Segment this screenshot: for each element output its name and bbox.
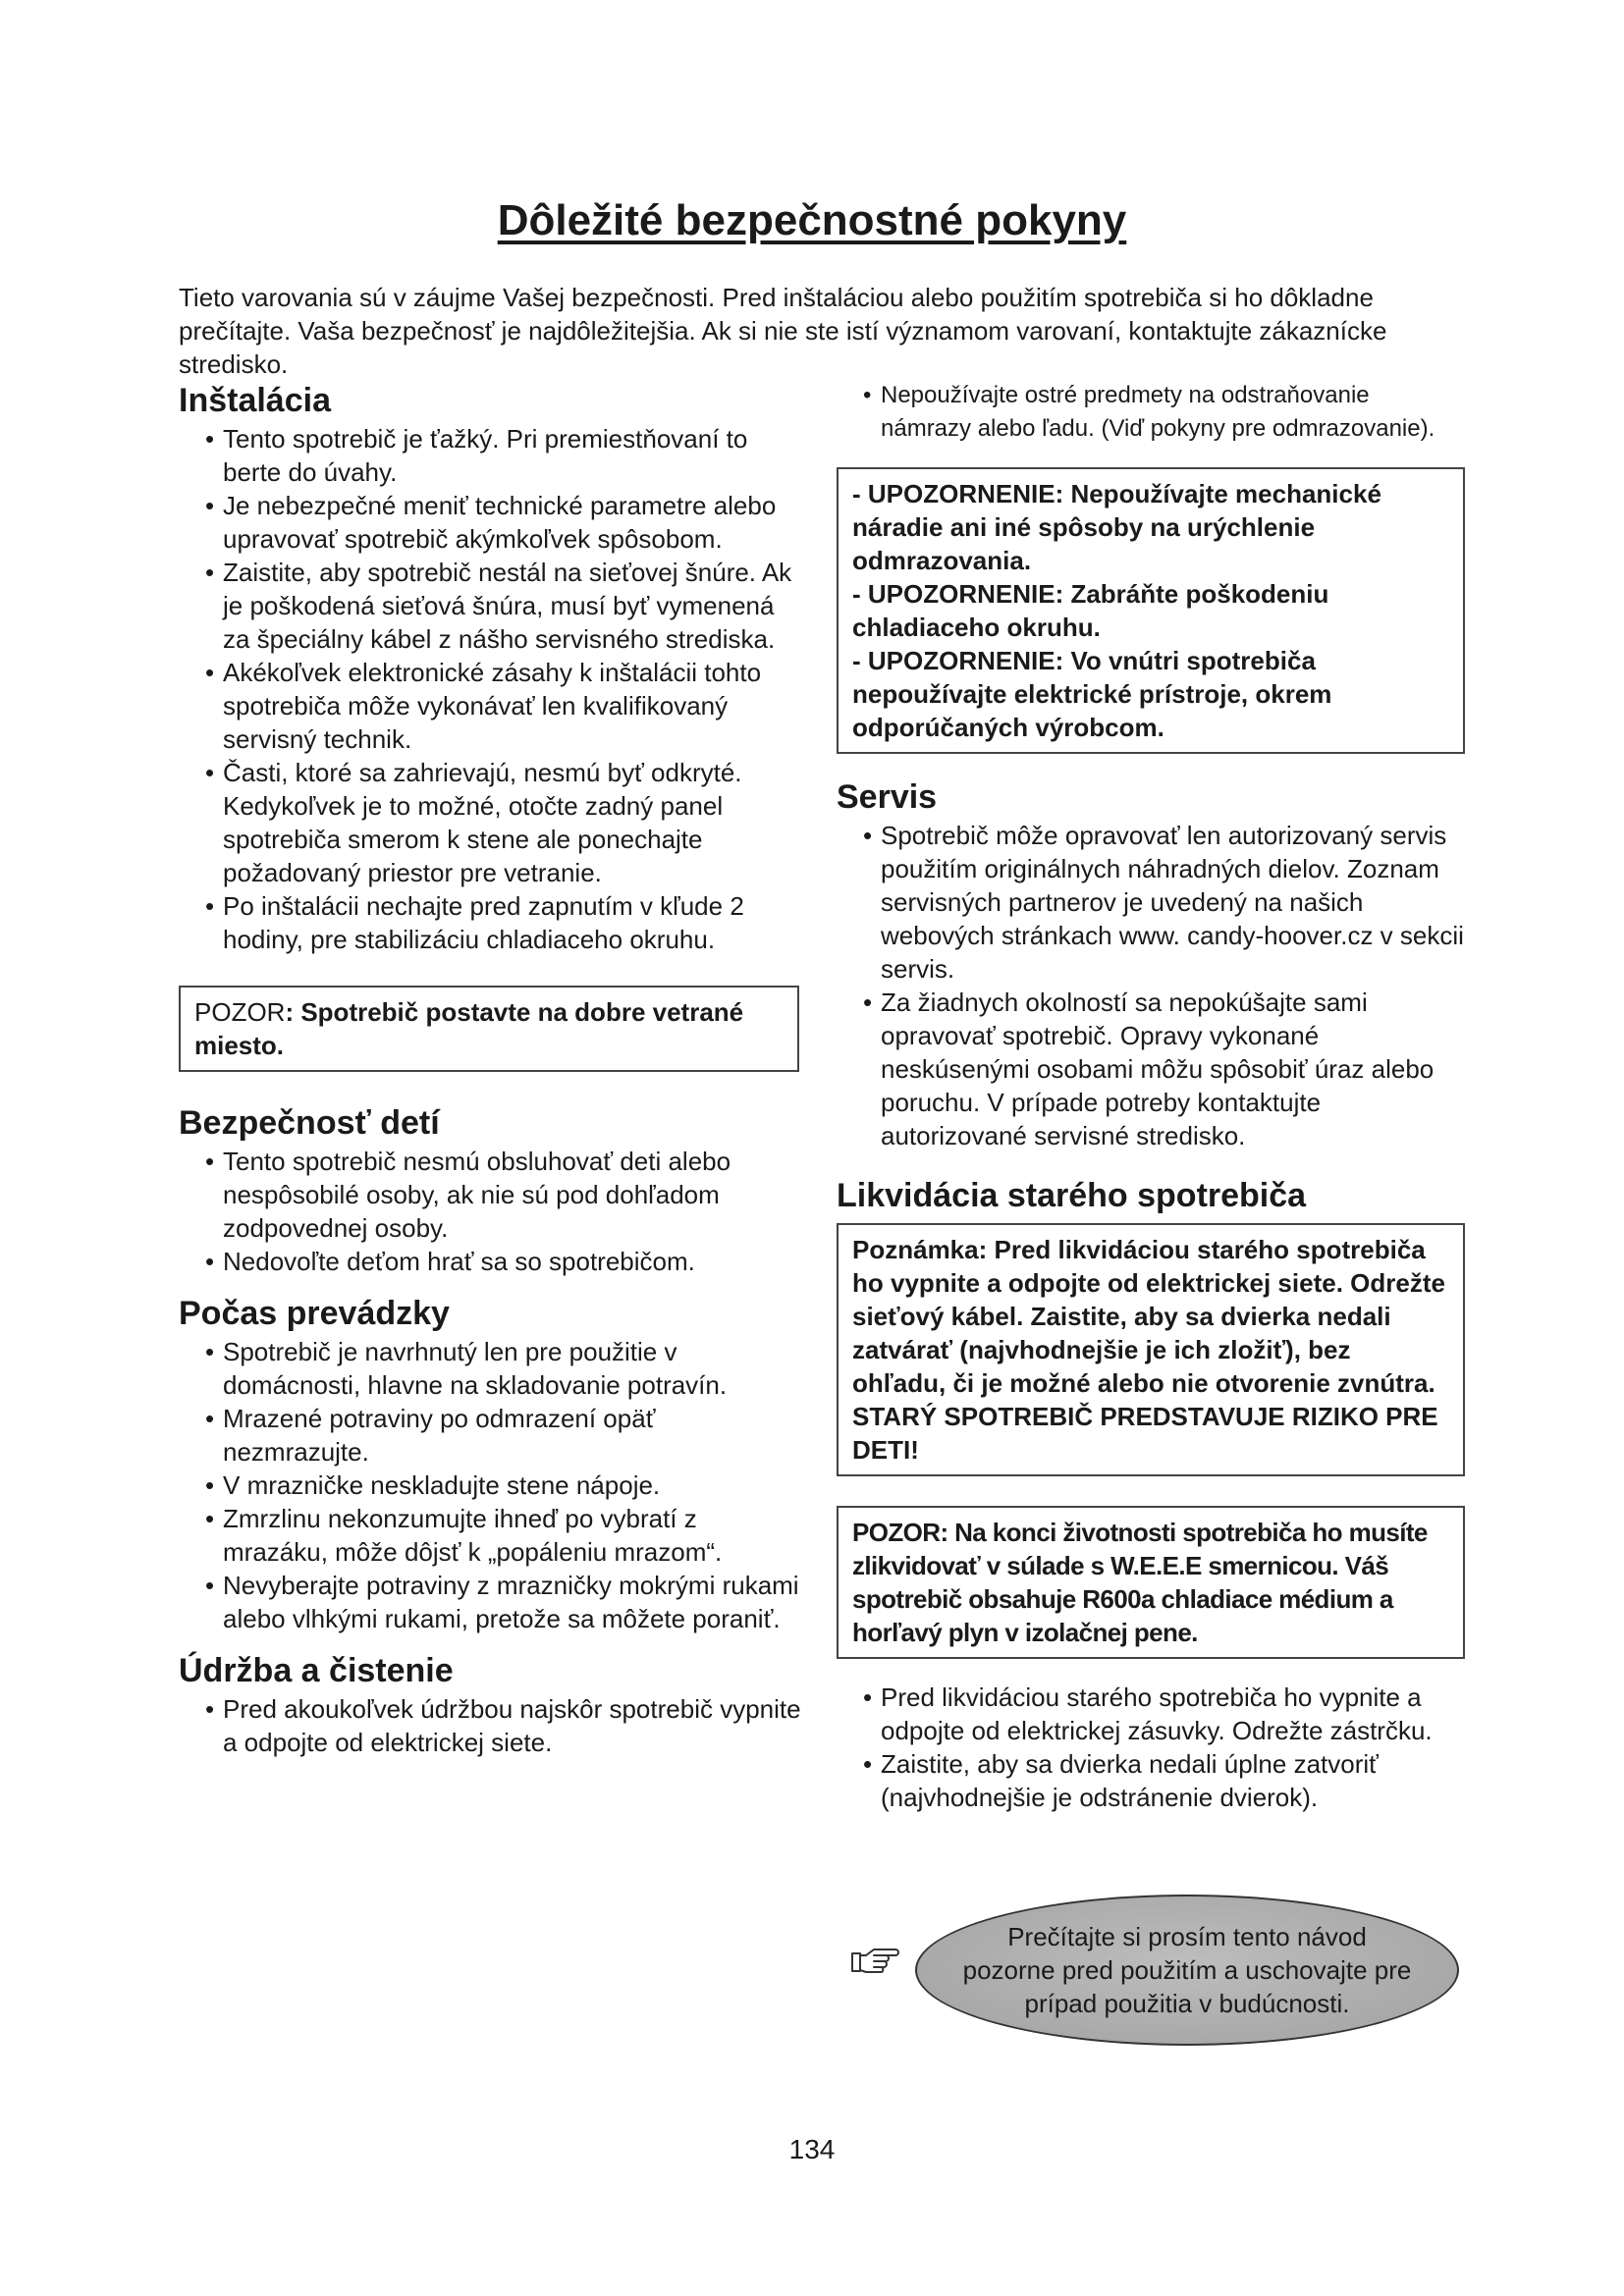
disposal-heading: Likvidácia starého spotrebiča <box>837 1177 1307 1214</box>
list-item: • Spotrebič môže opravovať len autorizovaný servis použitím originálnych náhradných dielov. Zoznam servisných partnerov je uvedený na našich webových stránkach www. candy-hoover.cz v sekcii servis. <box>837 819 1465 986</box>
page-number: 134 <box>788 2134 836 2164</box>
caution-label: POZOR <box>194 997 286 1027</box>
warning-box <box>837 467 1465 754</box>
child-safety-list <box>179 1145 807 1278</box>
pointing-hand-icon <box>850 1940 901 1979</box>
list-item: • Nepoužívajte ostré predmety na odstraňovanie námrazy alebo ľadu. (Viď pokyny pre odmrazovanie). <box>837 379 1465 446</box>
weee-box: POZOR: Na konci životnosti spotrebiča ho musíte zlikvidovať v súlade s W.E.E.E smernicou. Váš spotrebič obsahuje R600a chladiace médium a horľavý plyn v izolačnej pene. <box>837 1506 1465 1659</box>
read-note-text: Prečítajte si prosím tento návod pozorne pred použitím a uschovajte pre prípad použitia v budúcnosti. <box>962 1922 1412 2018</box>
operation-heading: Počas prevádzky <box>179 1295 450 1332</box>
list-item: • Za žiadnych okolností sa nepokúšajte sami opravovať spotrebič. Opravy vykonané neskúsenými osobami môžu spôsobiť úraz alebo poruchu. V prípade potreby kontaktujte autorizované servisné stredisko. <box>837 986 1465 1152</box>
warning-line: - UPOZORNENIE: Zabráňte poškodeniu chladiaceho okruhu. <box>852 579 1329 642</box>
list-item: • Pred likvidáciou starého spotrebiča ho vypnite a odpojte od elektrickej zásuvky. Odrežte zástrčku. <box>837 1681 1465 1747</box>
read-manual-note <box>850 1895 1459 2042</box>
list-item: • Mrazené potraviny po odmrazení opäť nezmrazujte. <box>179 1402 807 1468</box>
installation-list <box>179 422 807 956</box>
list-item: • Akékoľvek elektronické zásahy k inštalácii tohto spotrebiča môže vykonávať len kvalifikovaný servisný technik. <box>179 656 807 756</box>
disposal-note-box: Poznámka: Pred likvidáciou starého spotrebiča ho vypnite a odpojte od elektrickej siete. Odrežte sieťový kábel. Zaistite, aby sa dvierka nedali zatvárať (najvhodnejšie je ich zložiť), bez ohľadu, či je možné alebo nie otvorenie zvnútra. STARÝ SPOTREBIČ PREDSTAVUJE RIZIKO PRE DETI! <box>837 1223 1465 1476</box>
warning-line: - UPOZORNENIE: Vo vnútri spotrebiča nepoužívajte elektrické prístroje, okrem odporúčaných výrobcom. <box>852 646 1332 742</box>
list-item: • Tento spotrebič nesmú obsluhovať deti alebo nespôsobilé osoby, ak nie sú pod dohľadom zodpovednej osoby. <box>179 1145 807 1245</box>
list-item: • Časti, ktoré sa zahrievajú, nesmú byť odkryté. Kedykoľvek je to možné, otočte zadný panel spotrebiča smerom k stene ale ponechajte požadovaný priestor pre vetranie. <box>179 756 807 889</box>
right-column <box>837 379 1465 1814</box>
list-item: • Spotrebič je navrhnutý len pre použitie v domácnosti, hlavne na skladovanie potravín. <box>179 1335 807 1402</box>
read-note-bubble <box>915 1895 1459 2046</box>
warning-line: - UPOZORNENIE: Nepoužívajte mechanické náradie ani iné spôsoby na urýchlenie odmrazovania. <box>852 479 1381 575</box>
operation-list <box>179 1335 807 1635</box>
list-item: • Nedovoľte deťom hrať sa so spotrebičom. <box>179 1245 807 1278</box>
list-item: • Tento spotrebič je ťažký. Pri premiestňovaní to berte do úvahy. <box>179 422 807 489</box>
list-item: • Po inštalácii nechajte pred zapnutím v kľude 2 hodiny, pre stabilizáciu chladiaceho okruhu. <box>179 889 807 956</box>
defrost-list <box>837 379 1465 446</box>
list-item: • Zmrzlinu nekonzumujte ihneď po vybratí z mrazáku, môže dôjsť k „popáleniu mrazom“. <box>179 1502 807 1569</box>
caution-box <box>179 986 799 1072</box>
service-list <box>837 819 1465 1152</box>
service-heading: Servis <box>837 778 938 816</box>
disposal-list <box>837 1681 1465 1814</box>
caution-text: : Spotrebič postavte na dobre vetrané miesto. <box>194 997 744 1060</box>
list-item: • Pred akoukoľvek údržbou najskôr spotrebič vypnite a odpojte od elektrickej siete. <box>179 1692 807 1759</box>
list-item: • Nevyberajte potraviny z mrazničky mokrými rukami alebo vlhkými rukami, pretože sa môžete poraniť. <box>179 1569 807 1635</box>
list-item: • Je nebezpečné meniť technické parametre alebo upravovať spotrebič akýmkoľvek spôsobom. <box>179 489 807 556</box>
maintenance-heading: Údržba a čistenie <box>179 1652 454 1689</box>
installation-heading: Inštalácia <box>179 382 331 419</box>
maintenance-list <box>179 1692 807 1759</box>
child-safety-heading: Bezpečnosť detí <box>179 1104 440 1142</box>
page-title: Dôležité bezpečnostné pokyny <box>497 196 1127 244</box>
list-item: • Zaistite, aby sa dvierka nedali úplne zatvoriť (najvhodnejšie je odstránenie dvierok). <box>837 1747 1465 1814</box>
intro-text: Tieto varovania sú v záujme Vašej bezpečnosti. Pred inštaláciou alebo použitím spotrebiča si ho dôkladne prečítajte. Vaša bezpečnosť je najdôležitejšia. Ak si nie ste istí významom varovaní, kontaktujte zákaznícke stredisko. <box>179 283 1387 379</box>
list-item: • Zaistite, aby spotrebič nestál na sieťovej šnúre. Ak je poškodená sieťová šnúra, musí byť vymenená za špeciálny kábel z nášho servisného strediska. <box>179 556 807 656</box>
left-column <box>179 379 807 1759</box>
list-item: • V mrazničke neskladujte stene nápoje. <box>179 1468 807 1502</box>
